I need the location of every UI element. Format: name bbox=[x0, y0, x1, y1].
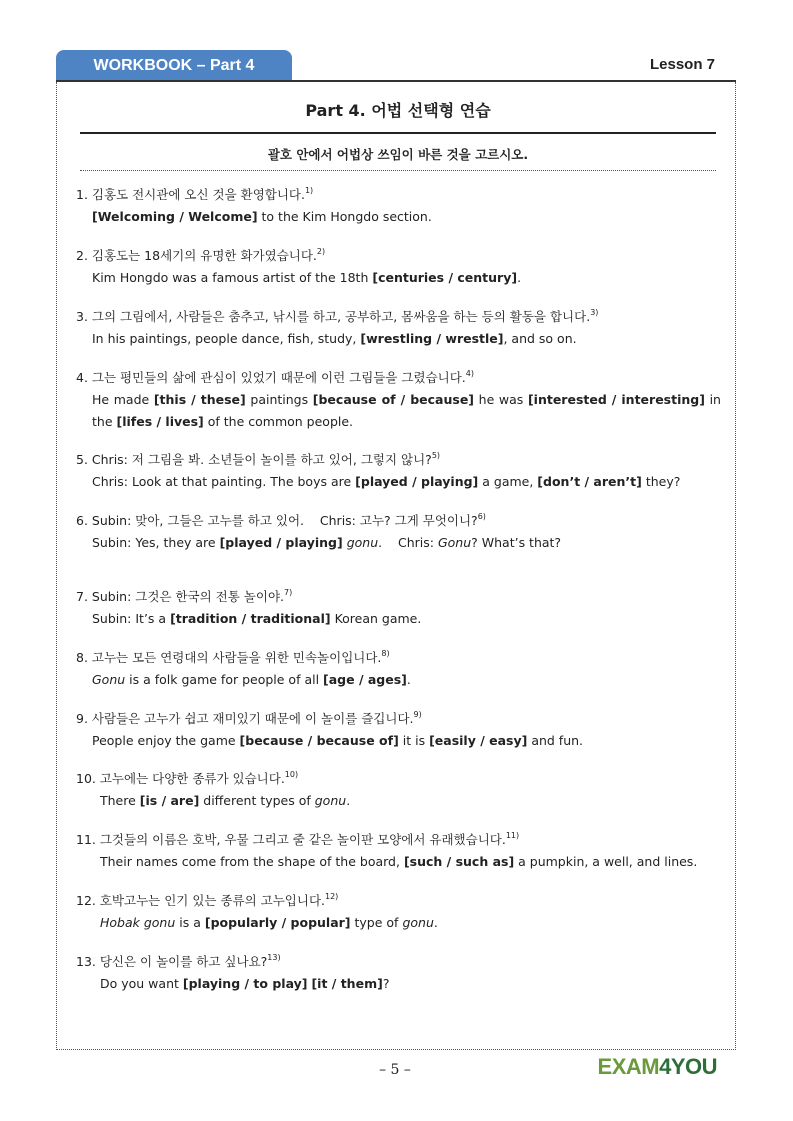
text-segment: he was bbox=[474, 392, 528, 407]
page-title: Part 4. 어법 선택형 연습 bbox=[305, 101, 491, 120]
question-korean: 11. 그것들의 이름은 호박, 우물 그리고 줄 같은 놀이판 모양에서 유래했습니다. bbox=[76, 832, 506, 847]
text-segment: gonu bbox=[314, 793, 347, 808]
footnote-marker: 4) bbox=[465, 369, 474, 378]
text-segment: gonu bbox=[402, 915, 434, 930]
text-segment: Hobak gonu bbox=[100, 915, 176, 930]
text-segment: in the bbox=[92, 392, 721, 429]
question-english bbox=[76, 267, 721, 289]
footnote-marker: 8) bbox=[381, 649, 390, 658]
question-korean: 4. 그는 평민들의 삶에 관심이 있었기 때문에 이런 그림들을 그렸습니다. bbox=[76, 370, 466, 385]
question-6 bbox=[76, 510, 721, 554]
text-segment: a game, bbox=[478, 474, 538, 489]
answer-choice: [played / playing] bbox=[219, 535, 343, 550]
question-12 bbox=[76, 890, 721, 934]
question-8 bbox=[76, 647, 721, 691]
footnote-marker: 3) bbox=[590, 308, 599, 317]
text-segment: ? bbox=[382, 976, 390, 991]
text-segment: to the Kim Hongdo section. bbox=[257, 209, 432, 224]
question-english bbox=[76, 608, 721, 630]
footnote-marker: 1) bbox=[304, 186, 314, 195]
question-english bbox=[76, 912, 721, 934]
answer-choice: [because of / because] bbox=[312, 392, 475, 407]
text-segment: . bbox=[346, 793, 351, 808]
answer-choice: [Welcoming / Welcome] bbox=[92, 209, 258, 224]
answer-choice: [don’t / aren’t] bbox=[537, 474, 642, 489]
question-english bbox=[76, 790, 721, 812]
text-segment: different types of bbox=[199, 793, 315, 808]
answer-choice: [popularly / popular] bbox=[204, 915, 351, 930]
answer-choice: [tradition / traditional] bbox=[170, 611, 331, 626]
question-english bbox=[76, 730, 721, 752]
text-segment: paintings bbox=[245, 392, 313, 407]
question-korean: 8. 고누는 모든 연령대의 사람들을 위한 민속놀이입니다. bbox=[76, 650, 382, 665]
text-segment: it is bbox=[398, 733, 430, 748]
footnote-marker: 9) bbox=[413, 710, 422, 719]
question-korean: 2. 김홍도는 18세기의 유명한 화가였습니다. bbox=[76, 248, 317, 263]
question-korean: 6. Subin: 맞아, 그들은 고누를 하고 있어. Chris: 고누? 그게 무엇이니? bbox=[76, 513, 478, 528]
question-10 bbox=[76, 768, 721, 812]
lesson-label: Lesson 7 bbox=[649, 56, 715, 73]
text-segment: Kim Hongdo was a famous artist of the 18th bbox=[92, 270, 373, 285]
text-segment: . bbox=[517, 270, 522, 285]
brand-logo-part2: 4YOU bbox=[659, 1054, 717, 1079]
text-segment: they? bbox=[641, 474, 681, 489]
text-segment: and fun. bbox=[527, 733, 584, 748]
question-korean: 10. 고누에는 다양한 종류가 있습니다. bbox=[76, 771, 285, 786]
text-segment: There bbox=[100, 793, 140, 808]
text-segment: Chris: Look at that painting. The boys are bbox=[92, 474, 356, 489]
text-segment: Subin: Yes, they are bbox=[92, 535, 220, 550]
question-korean: 13. 당신은 이 놀이를 하고 싶나요? bbox=[76, 954, 268, 969]
answer-choice: [playing / to play] bbox=[182, 976, 308, 991]
text-segment: ? What’s that? bbox=[471, 535, 562, 550]
title-rule bbox=[80, 132, 716, 134]
question-9 bbox=[76, 708, 721, 752]
text-segment: People enjoy the game bbox=[92, 733, 240, 748]
answer-choice: [such / such as] bbox=[403, 854, 515, 869]
text-segment: Do you want bbox=[100, 976, 183, 991]
text-segment: gonu bbox=[346, 535, 379, 550]
question-english bbox=[76, 389, 721, 433]
footnote-marker: 5) bbox=[431, 451, 441, 460]
question-5 bbox=[76, 449, 721, 493]
question-english bbox=[76, 206, 721, 228]
question-korean: 12. 호박고누는 인기 있는 종류의 고누입니다. bbox=[76, 893, 325, 908]
answer-choice: [centuries / century] bbox=[372, 270, 518, 285]
footnote-marker: 2) bbox=[316, 247, 326, 256]
question-1 bbox=[76, 184, 721, 228]
question-korean: 9. 사람들은 고누가 쉽고 재미있기 때문에 이 놀이를 즐깁니다. bbox=[76, 711, 414, 726]
question-7 bbox=[76, 586, 721, 630]
text-segment: of the common people. bbox=[203, 414, 354, 429]
question-english bbox=[76, 328, 721, 350]
question-english bbox=[76, 973, 721, 995]
brand-logo-part1: EXAM bbox=[597, 1054, 660, 1079]
footnote-marker: 12) bbox=[325, 892, 339, 901]
text-segment: Gonu bbox=[437, 535, 472, 550]
footnote-marker: 10) bbox=[284, 770, 299, 779]
text-segment: . Chris: bbox=[378, 535, 438, 550]
footnote-marker: 13) bbox=[267, 953, 281, 962]
page-number: – 5 – bbox=[379, 1062, 411, 1078]
footnote-marker: 7) bbox=[284, 588, 293, 597]
answer-choice: [lifes / lives] bbox=[116, 414, 204, 429]
text-segment: Korean game. bbox=[330, 611, 422, 626]
text-segment: type of bbox=[350, 915, 403, 930]
workbook-tab bbox=[56, 50, 292, 81]
text-segment: Subin: It’s a bbox=[92, 611, 171, 626]
question-korean: 5. Chris: 저 그림을 봐. 소년들이 놀이를 하고 있어, 그렇지 않니? bbox=[76, 452, 432, 467]
question-english bbox=[76, 669, 721, 691]
answer-choice: [because / because of] bbox=[239, 733, 399, 748]
footnote-marker: 6) bbox=[477, 512, 486, 521]
answer-choice: [wrestling / wrestle] bbox=[360, 331, 504, 346]
answer-choice: [is / are] bbox=[139, 793, 200, 808]
text-segment: In his paintings, people dance, fish, study, bbox=[92, 331, 361, 346]
text-segment: is a folk game for people of all bbox=[125, 672, 324, 687]
question-11 bbox=[76, 829, 721, 873]
text-segment: is a bbox=[175, 915, 205, 930]
workbook-tab-label: WORKBOOK – Part 4 bbox=[93, 56, 255, 74]
question-korean: 1. 김홍도 전시관에 오신 것을 환영합니다. bbox=[76, 187, 305, 202]
text-segment: , and so on. bbox=[503, 331, 577, 346]
answer-choice: [played / playing] bbox=[355, 474, 479, 489]
answer-choice: [age / ages] bbox=[323, 672, 407, 687]
footnote-marker: 11) bbox=[505, 831, 520, 840]
text-segment: He made bbox=[92, 392, 154, 407]
answer-choice: [interested / interesting] bbox=[527, 392, 705, 407]
question-3 bbox=[76, 306, 721, 350]
text-segment: Gonu bbox=[92, 672, 126, 687]
question-13 bbox=[76, 951, 721, 995]
question-korean: 3. 그의 그림에서, 사람들은 춤추고, 낚시를 하고, 공부하고, 몸싸움을 하는 등의 활동을 합니다. bbox=[76, 309, 591, 324]
question-english bbox=[76, 532, 721, 554]
question-2 bbox=[76, 245, 721, 289]
brand-logo bbox=[598, 1054, 717, 1080]
instruction: 괄호 안에서 어법상 쓰임이 바른 것을 고르시오. bbox=[267, 147, 529, 162]
text-segment: . bbox=[433, 915, 438, 930]
text-segment: Their names come from the shape of the board, bbox=[100, 854, 404, 869]
question-english bbox=[76, 471, 721, 493]
question-english bbox=[76, 851, 721, 873]
text-segment: a pumpkin, a well, and lines. bbox=[514, 854, 698, 869]
answer-choice: [easily / easy] bbox=[429, 733, 528, 748]
question-korean: 7. Subin: 그것은 한국의 전통 놀이야. bbox=[76, 589, 284, 604]
instruction-rule bbox=[80, 170, 716, 171]
text-segment: . bbox=[406, 672, 411, 687]
answer-choice: [this / these] bbox=[153, 392, 246, 407]
question-4 bbox=[76, 367, 721, 433]
answer-choice: [it / them] bbox=[311, 976, 383, 991]
